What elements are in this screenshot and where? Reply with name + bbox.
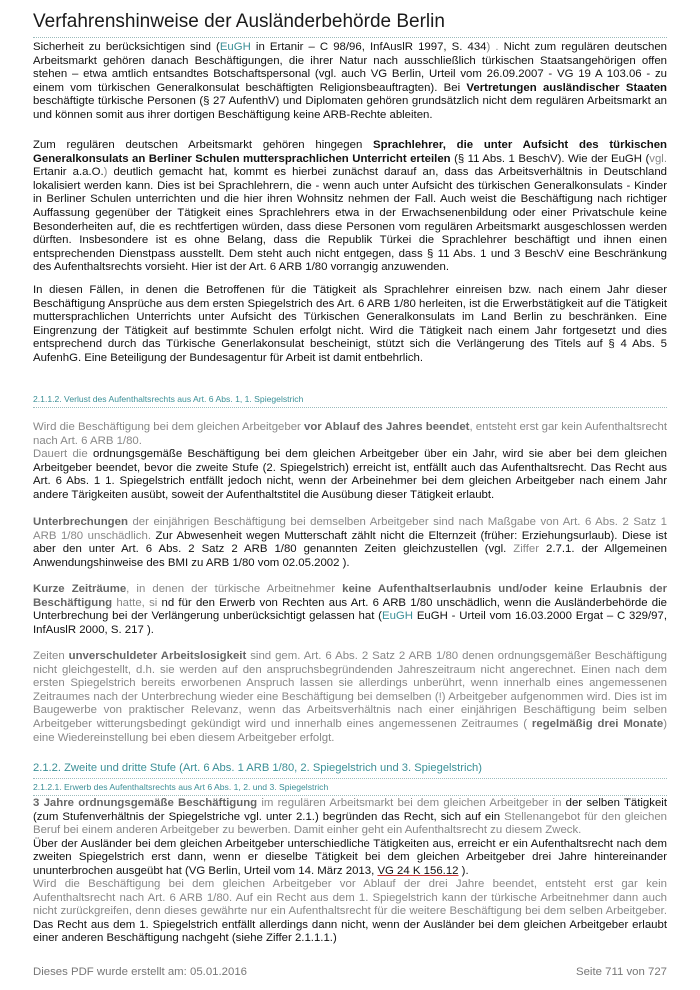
footer-page-number: Seite 711 von 727 [576, 966, 667, 978]
paragraph-teacher-restriction: In diesen Fällen, in denen die Betroffenen für die Tätigkeit als Sprachlehrer einreisen bzw. nach einem Jahr dieser Beschäftigung Ansprüche aus dem ersten Spiegelstrich des Art. 6 ARB 1/80 herleiten, ist die Erwerbstätigkeit auf die Tätigkeit muttersprachlichen Unterrichts unter Aufsicht des Türkischen Generalkonsulats im Land Berlin zu beschränken. Eine Eingrenzung der Tätigkeit auf bestimmte Schulen erfolgt nicht. Wird die Tätigkeit nach einem Jahr fortgesetzt und dies entsprechend durch das Türkische Generlakonsulat bescheinigt, stützt sich die Verlängerung des Titels auf § 4 Abs. 5 AufenhG. Eine Beteiligung der Bundesagentur für Arbeit ist damit entbehrlich. [33, 284, 667, 364]
paragraph-short-periods: Kurze Zeiträume, in denen der türkische Arbeitnehmer keine Aufenthaltserlaubnis und/oder keine Erlaubnis der Beschäftigung hatte, si nd für den Erwerb von Rechten aus Art. 6 ARB 1/80 unschädlich, wenn die Ausländerbehörde die Unterbrechung bei der Verlängerung unberücksichtigt gelassen hat (EuGH EuGH - Urteil vom 16.03.2000 Ergat – C 329/97, InfAuslR 2000, S. 217 ). [33, 583, 667, 636]
section-heading-2-1-2: 2.1.2. Zweite und dritte Stufe (Art. 6 Abs. 1 ARB 1/80, 2. Spiegelstrich und 3. Spiegelstrich) [33, 761, 667, 779]
paragraph-before-three-years: Wird die Beschäftigung bei dem gleichen Arbeitgeber vor Ablauf der drei Jahre beendet, entsteht erst gar kein Aufenthaltsrecht nach Art. 6 ARB 1/80. Auf ein Recht aus dem 1. Spiegelstrich kann der türkische Arbeitnehmer dann auch nicht zurückgreifen, denn dieses gewährte nur ein Aufenthaltsrecht für die weitere Beschäftigung bei dem selben Arbeitgeber. Das Recht aus dem 1. Spiegelstrich entfällt allerdings dann nicht, wenn der Ausländer bei dem gleichen Arbeitgeber erlaubt einer anderen Beschäftigung nachgeht (siehe Ziffer 2.1.1.1.) [33, 878, 667, 945]
eugh-reference: EuGH [219, 41, 251, 53]
paragraph-loss-before-year: Wird die Beschäftigung bei dem gleichen Arbeitgeber vor Ablauf des Jahres beendet, entsteht erst gar kein Aufenthaltsrecht nach Art. 6 ARB 1/80. Dauert die ordnungsgemäße Beschäftigung bei dem gleichen Arbeitgeber über ein Jahr, wird sie aber bei dem gleichen Arbeitgeber beendet, bevor die zweite Stufe (2. Spiegelstrich) erreicht ist, entfällt auch das Aufenthaltsrecht. Das Recht aus Art. 6 Abs. 1 1. Spiegelstrich entfällt jedoch nicht, wenn der Arbeinehmer bei dem gleichen Arbeitgeber nach einem Jahr andere Tärigkeiten ausübt, soweit der Aufenthaltstitel die Ausübung dieser Tätigkeit erlaubt. [33, 421, 668, 501]
footer-created-date: Dieses PDF wurde erstellt am: 05.01.2016 [33, 966, 247, 978]
paragraph-unemployment: Zeiten unverschuldeter Arbeitslosigkeit sind gem. Art. 6 Abs. 2 Satz 2 ARB 1/80 denen ordnungsgemäßer Beschäftigung nicht gleichgestellt, d.h. sie werden auf den anspruchsbegründenden Jahreszeitraum nicht angerechnet. Einen nach dem ersten Spiegelstrich bereits erworbenen Anspruch lassen sie allerdings unberührt, wenn innerhalb eines angemessenen Zeitraumes nach der Unterbrechung wieder eine Beschäftigung bei demselben (!) Arbeitgeber aufgenommen wird. Dies ist im Baugewerbe von praktischer Relevanz, wenn das Arbeitsverhältnis nach einer einjährigen Beschäftigung beim selben Arbeitgeber witterungsbedingt gekündigt wird und innerhalb eines angemessenen Zeitraumes ( regelmäßig drei Monate) eine Wiedereinstellung bei eben diesem Arbeitgeber erfolgt. [33, 650, 667, 744]
paragraph-embassy-staff: Sicherheit zu berücksichtigen sind (EuGH in Ertanir – C 98/96, InfAuslR 1997, S. 434) . Nicht zum regulären deutschen Arbeitsmarkt gehören danach Beschäftigungen, die ihrer Natur nach ausschließlich türkischen Staatsangehörigen offen stehen – etwa amtlich entsandtes Botschaftspersonal (vgl. auch VG Berlin, Urteil vom 26.09.2007 - VG 19 A 103.06 - zu einem vom türkischen Generalkonsulat beschäftigten Religionsbeauftragten). Bei Vertretungen ausländischer Staaten beschäftigte türkische Personen (§ 27 AufenthV) und Diplomaten gehören grundsätzlich nicht dem regulären Arbeitsmarkt an und können somit aus ihrer dortigen Beschäftigung keine ARB-Rechte ableiten. [33, 41, 668, 121]
section-heading-2-1-2-1: 2.1.2.1. Erwerb des Aufenthaltsrechts aus Art 6 Abs. 1, 2. und 3. Spiegelstrich [33, 781, 667, 796]
paragraph-three-years: 3 Jahre ordnungsgemäße Beschäftigung im regulären Arbeitsmarkt bei dem gleichen Arbeitgeber in der selben Tätigkeit (zum Stufenverhältnis der Spiegelstriche vgl. unter 2.1.) begründen das Recht, sich auf ein Stellenangebot für den gleichen Beruf bei einem anderen Arbeitgeber zu bewerben. Damit einher geht ein Aufenthaltsrecht zu diesem Zweck. Über der Ausländer bei dem gleichen Arbeitgeber unterschiedliche Tätigkeiten aus, erreicht er ein Aufenthaltsrecht nach dem zweiten Spiegelstrich erst dann, wenn er dieselbe Tätigkeit bei dem gleichen Arbeitgeber drei Jahre hintereinander ununterbrochen ausgeübt hat (VG Berlin, Urteil vom 14. März 2013, VG 24 K 156.12 ). [33, 797, 668, 877]
court-case-reference: VG 24 K 156.12 [377, 864, 459, 877]
paragraph-interruptions: Unterbrechungen der einjährigen Beschäftigung bei demselben Arbeitgeber sind nach Maßgabe von Art. 6 Abs. 2 Satz 1 ARB 1/80 unschädlich. Zur Abwesenheit wegen Mutterschaft zählt nicht die Elternzeit (früher: Erziehungsurlaub). Diese ist aber den unter Art. 6 Abs. 2 Satz 2 ARB 1/80 genannten Zeiten gleichzustellen (vgl. Ziffer 2.7.1. der Allgemeinen Anwendungshinweise des BMI zu ARB 1/80 vom 02.05.2002 ). [33, 516, 668, 569]
paragraph-language-teachers: Zum regulären deutschen Arbeitsmarkt gehören hingegen Sprachlehrer, die unter Aufsicht des türkischen Generalkonsulats an Berliner Schulen muttersprachlichen Unterricht erteilen (§ 11 Abs. 1 BeschV). Wie der EuGH (vgl. Ertanir a.a.O.) deutlich gemacht hat, kommt es hierbei zunächst darauf an, dass das Arbeitsverhältnis in Deutschland lokalisiert werden kann. Dies ist bei Sprachlehrern, die - wenn auch unter Aufsicht des türkischen Generalkonsulats - Kinder in Berliner Schulen unterrichten und die hier ihren Wohnsitz nehmen der Fall. Auch weist die Beschäftigung nach richtiger Auffassung gegenüber der Tätigkeit eines Sprachlehrers etwa in der Erwachsenenbildung oder einer Privatschule keine Besonderheiten auf, die es rechtfertigen würden, dass diese Personen vom regulären Arbeitsmarkt ausgeschlossen werden dürften. Insbesondere ist es ohne Belang, dass die Republik Türkei die Sprachlehrer beschäftigt und ihnen einen entsprechenden Dienstpass ausstellt. Dem steht auch nicht entgegen, dass § 11 Abs. 1 und 3 BeschV eine Beschränkung des Aufenthaltsrechts vorsieht. Hier ist der Art. 6 ARB 1/80 vorrangig anzuwenden. [33, 139, 667, 274]
eugh-reference: EuGH [381, 610, 414, 623]
section-heading-2-1-1-2: 2.1.1.2. Verlust des Aufenthaltsrechts aus Art. 6 Abs. 1, 1. Spiegelstrich [33, 393, 667, 408]
page-title: Verfahrenshinweise der Ausländerbehörde Berlin [33, 10, 667, 38]
